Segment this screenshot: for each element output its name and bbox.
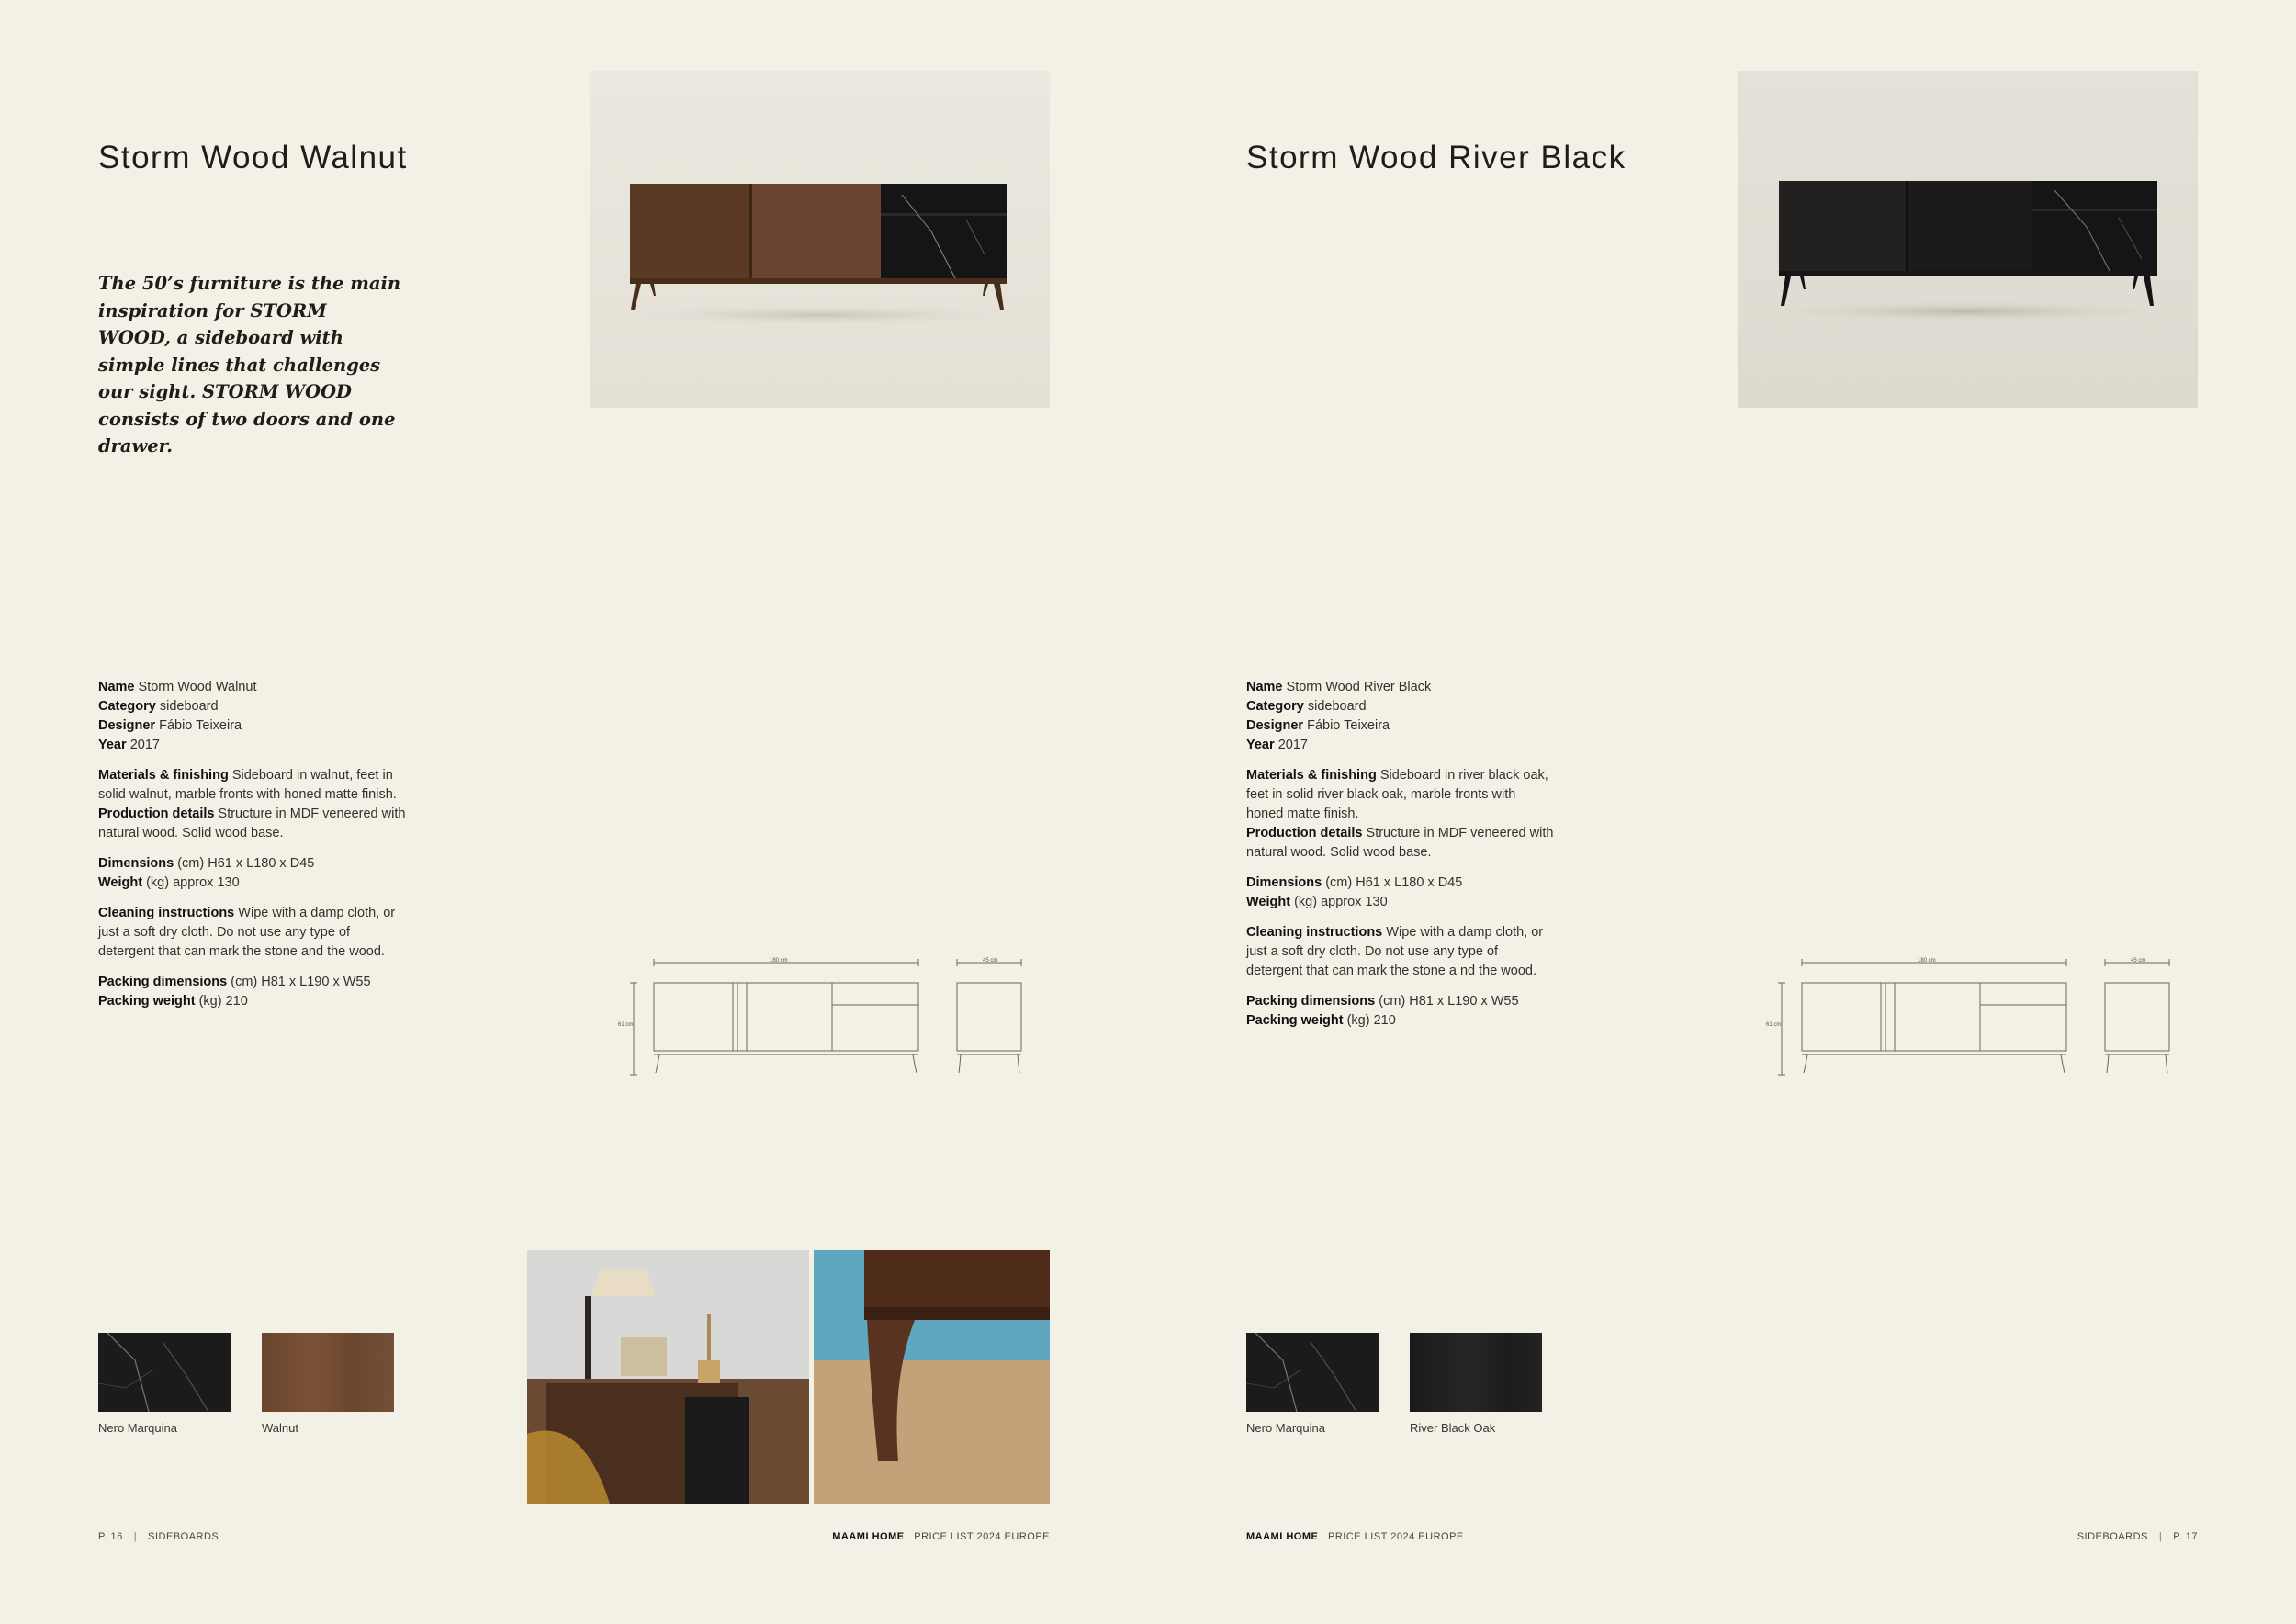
river-black-sideboard-image: [1738, 71, 2198, 408]
footer-right: SIDEBOARDS | P. 17: [2077, 1531, 2198, 1542]
spec-cleaning-value: Wipe with a damp cloth, or just a soft dry cloth. Do not use any type of detergent that can mark the stone and the wood.: [98, 906, 396, 959]
pricelist-label: PRICE LIST 2024 EUROPE: [1328, 1531, 1464, 1542]
spec-packing-weight-value: (kg) 210: [198, 994, 248, 1009]
drawing-depth-label: 45 cm: [983, 958, 998, 964]
product-photo-walnut: [590, 71, 1050, 408]
page-number: P. 16: [98, 1531, 123, 1542]
spec-designer-value: Fábio Teixeira: [1307, 718, 1390, 733]
spec-materials-value: Sideboard in walnut, feet in solid walnut, marble fronts with honed matte finish.: [98, 768, 397, 802]
spec-dimensions-value: (cm) H61 x L180 x D45: [1325, 875, 1463, 890]
brand-name: MAAMI HOME: [832, 1531, 905, 1542]
spec-production-value: Structure in MDF veneered with natural wood. Solid wood base.: [1246, 826, 1554, 860]
spec-year-value: 2017: [129, 738, 160, 752]
technical-drawing: [615, 955, 1029, 1079]
spec-production-label: Production details: [98, 806, 215, 821]
swatch-nero-marquina: [1246, 1333, 1379, 1412]
spec-name-value: Storm Wood Walnut: [138, 680, 257, 694]
technical-drawing: [1763, 955, 2177, 1079]
swatch-label: River Black Oak: [1410, 1421, 1496, 1435]
spec-production-label: Production details: [1246, 826, 1363, 840]
spec-year-label: Year: [1246, 738, 1275, 752]
spec-name-value: Storm Wood River Black: [1286, 680, 1432, 694]
swatch-label: Nero Marquina: [1246, 1421, 1325, 1435]
leg-detail-image: [814, 1250, 1050, 1504]
footer-left: P. 16 | SIDEBOARDS: [98, 1531, 219, 1542]
swatch-river-black-oak: [1410, 1333, 1542, 1412]
spec-cleaning-value: Wipe with a damp cloth, or just a soft dry cloth. Do not use any type of detergent that can mark the stone a nd the wood.: [1246, 925, 1544, 978]
page-number: P. 17: [2173, 1531, 2198, 1542]
drawing-height-label: 61 cm: [618, 1022, 634, 1028]
spec-materials-value: Sideboard in river black oak, feet in solid river black oak, marble fronts with honed matte finish.: [1246, 768, 1548, 821]
spec-name-label: Name: [1246, 680, 1283, 694]
swatch-label: Nero Marquina: [98, 1421, 177, 1435]
drawing-depth-label: 45 cm: [2131, 958, 2146, 964]
footer-brand-left: [832, 1531, 1050, 1542]
section-name: SIDEBOARDS: [148, 1531, 219, 1542]
spec-list: [98, 678, 406, 1022]
walnut-sideboard-image: [590, 71, 1050, 408]
spec-designer-label: Designer: [1246, 718, 1304, 733]
intro-text: The 50’s furniture is the main inspiration for STORM WOOD, a sideboard with simple lines that challenges our sight. STORM WOOD consists of two doors and one drawer.: [98, 273, 401, 457]
sideboard-line-drawing: [615, 955, 1029, 1079]
spec-dimensions-label: Dimensions: [98, 856, 174, 871]
swatch-label: Walnut: [262, 1421, 298, 1435]
footer-brand-right: [1246, 1531, 1464, 1542]
spec-materials-label: Materials & finishing: [98, 768, 229, 783]
drawing-width-label: 180 cm: [770, 958, 788, 964]
spec-materials-label: Materials & finishing: [1246, 768, 1377, 783]
spec-weight-label: Weight: [98, 875, 143, 890]
product-photo-river-black: [1738, 71, 2198, 408]
section-name: SIDEBOARDS: [2077, 1531, 2148, 1542]
spec-name-label: Name: [98, 680, 135, 694]
spec-year-label: Year: [98, 738, 127, 752]
spec-packing-weight-label: Packing weight: [1246, 1013, 1344, 1028]
drawing-width-label: 180 cm: [1918, 958, 1936, 964]
marble-texture: [98, 1333, 231, 1412]
spec-packing-dimensions-label: Packing dimensions: [1246, 994, 1376, 1009]
drawing-height-label: 61 cm: [1766, 1022, 1782, 1028]
spec-packing-dimensions-value: (cm) H81 x L190 x W55: [1379, 994, 1519, 1009]
spec-category-value: sideboard: [1307, 699, 1367, 714]
spec-designer-value: Fábio Teixeira: [159, 718, 242, 733]
spec-category-label: Category: [1246, 699, 1304, 714]
spec-cleaning-label: Cleaning instructions: [1246, 925, 1383, 940]
interior-scene-image: [527, 1250, 809, 1504]
sideboard-line-drawing: [1763, 955, 2177, 1079]
spec-designer-label: Designer: [98, 718, 156, 733]
page-title: Storm Wood Walnut: [98, 140, 408, 175]
spec-dimensions-value: (cm) H61 x L180 x D45: [177, 856, 315, 871]
spec-packing-dimensions-value: (cm) H81 x L190 x W55: [231, 975, 371, 989]
marble-texture: [1246, 1333, 1379, 1412]
spec-production-value: Structure in MDF veneered with natural wood. Solid wood base.: [98, 806, 406, 840]
page-title: Storm Wood River Black: [1246, 140, 1626, 175]
spec-weight-value: (kg) approx 130: [1294, 895, 1388, 909]
swatch-walnut: [262, 1333, 394, 1412]
spec-list: [1246, 678, 1554, 1042]
spec-packing-weight-value: (kg) 210: [1346, 1013, 1396, 1028]
lifestyle-photo-detail: [814, 1250, 1050, 1504]
spec-dimensions-label: Dimensions: [1246, 875, 1322, 890]
spec-weight-label: Weight: [1246, 895, 1291, 909]
pricelist-label: PRICE LIST 2024 EUROPE: [914, 1531, 1050, 1542]
spec-cleaning-label: Cleaning instructions: [98, 906, 235, 920]
spec-packing-weight-label: Packing weight: [98, 994, 196, 1009]
spec-packing-dimensions-label: Packing dimensions: [98, 975, 228, 989]
brand-name: MAAMI HOME: [1246, 1531, 1319, 1542]
spec-category-value: sideboard: [159, 699, 219, 714]
lifestyle-photo-interior: [527, 1250, 809, 1504]
spec-year-value: 2017: [1277, 738, 1308, 752]
spec-category-label: Category: [98, 699, 156, 714]
swatch-nero-marquina: [98, 1333, 231, 1412]
spec-weight-value: (kg) approx 130: [146, 875, 240, 890]
